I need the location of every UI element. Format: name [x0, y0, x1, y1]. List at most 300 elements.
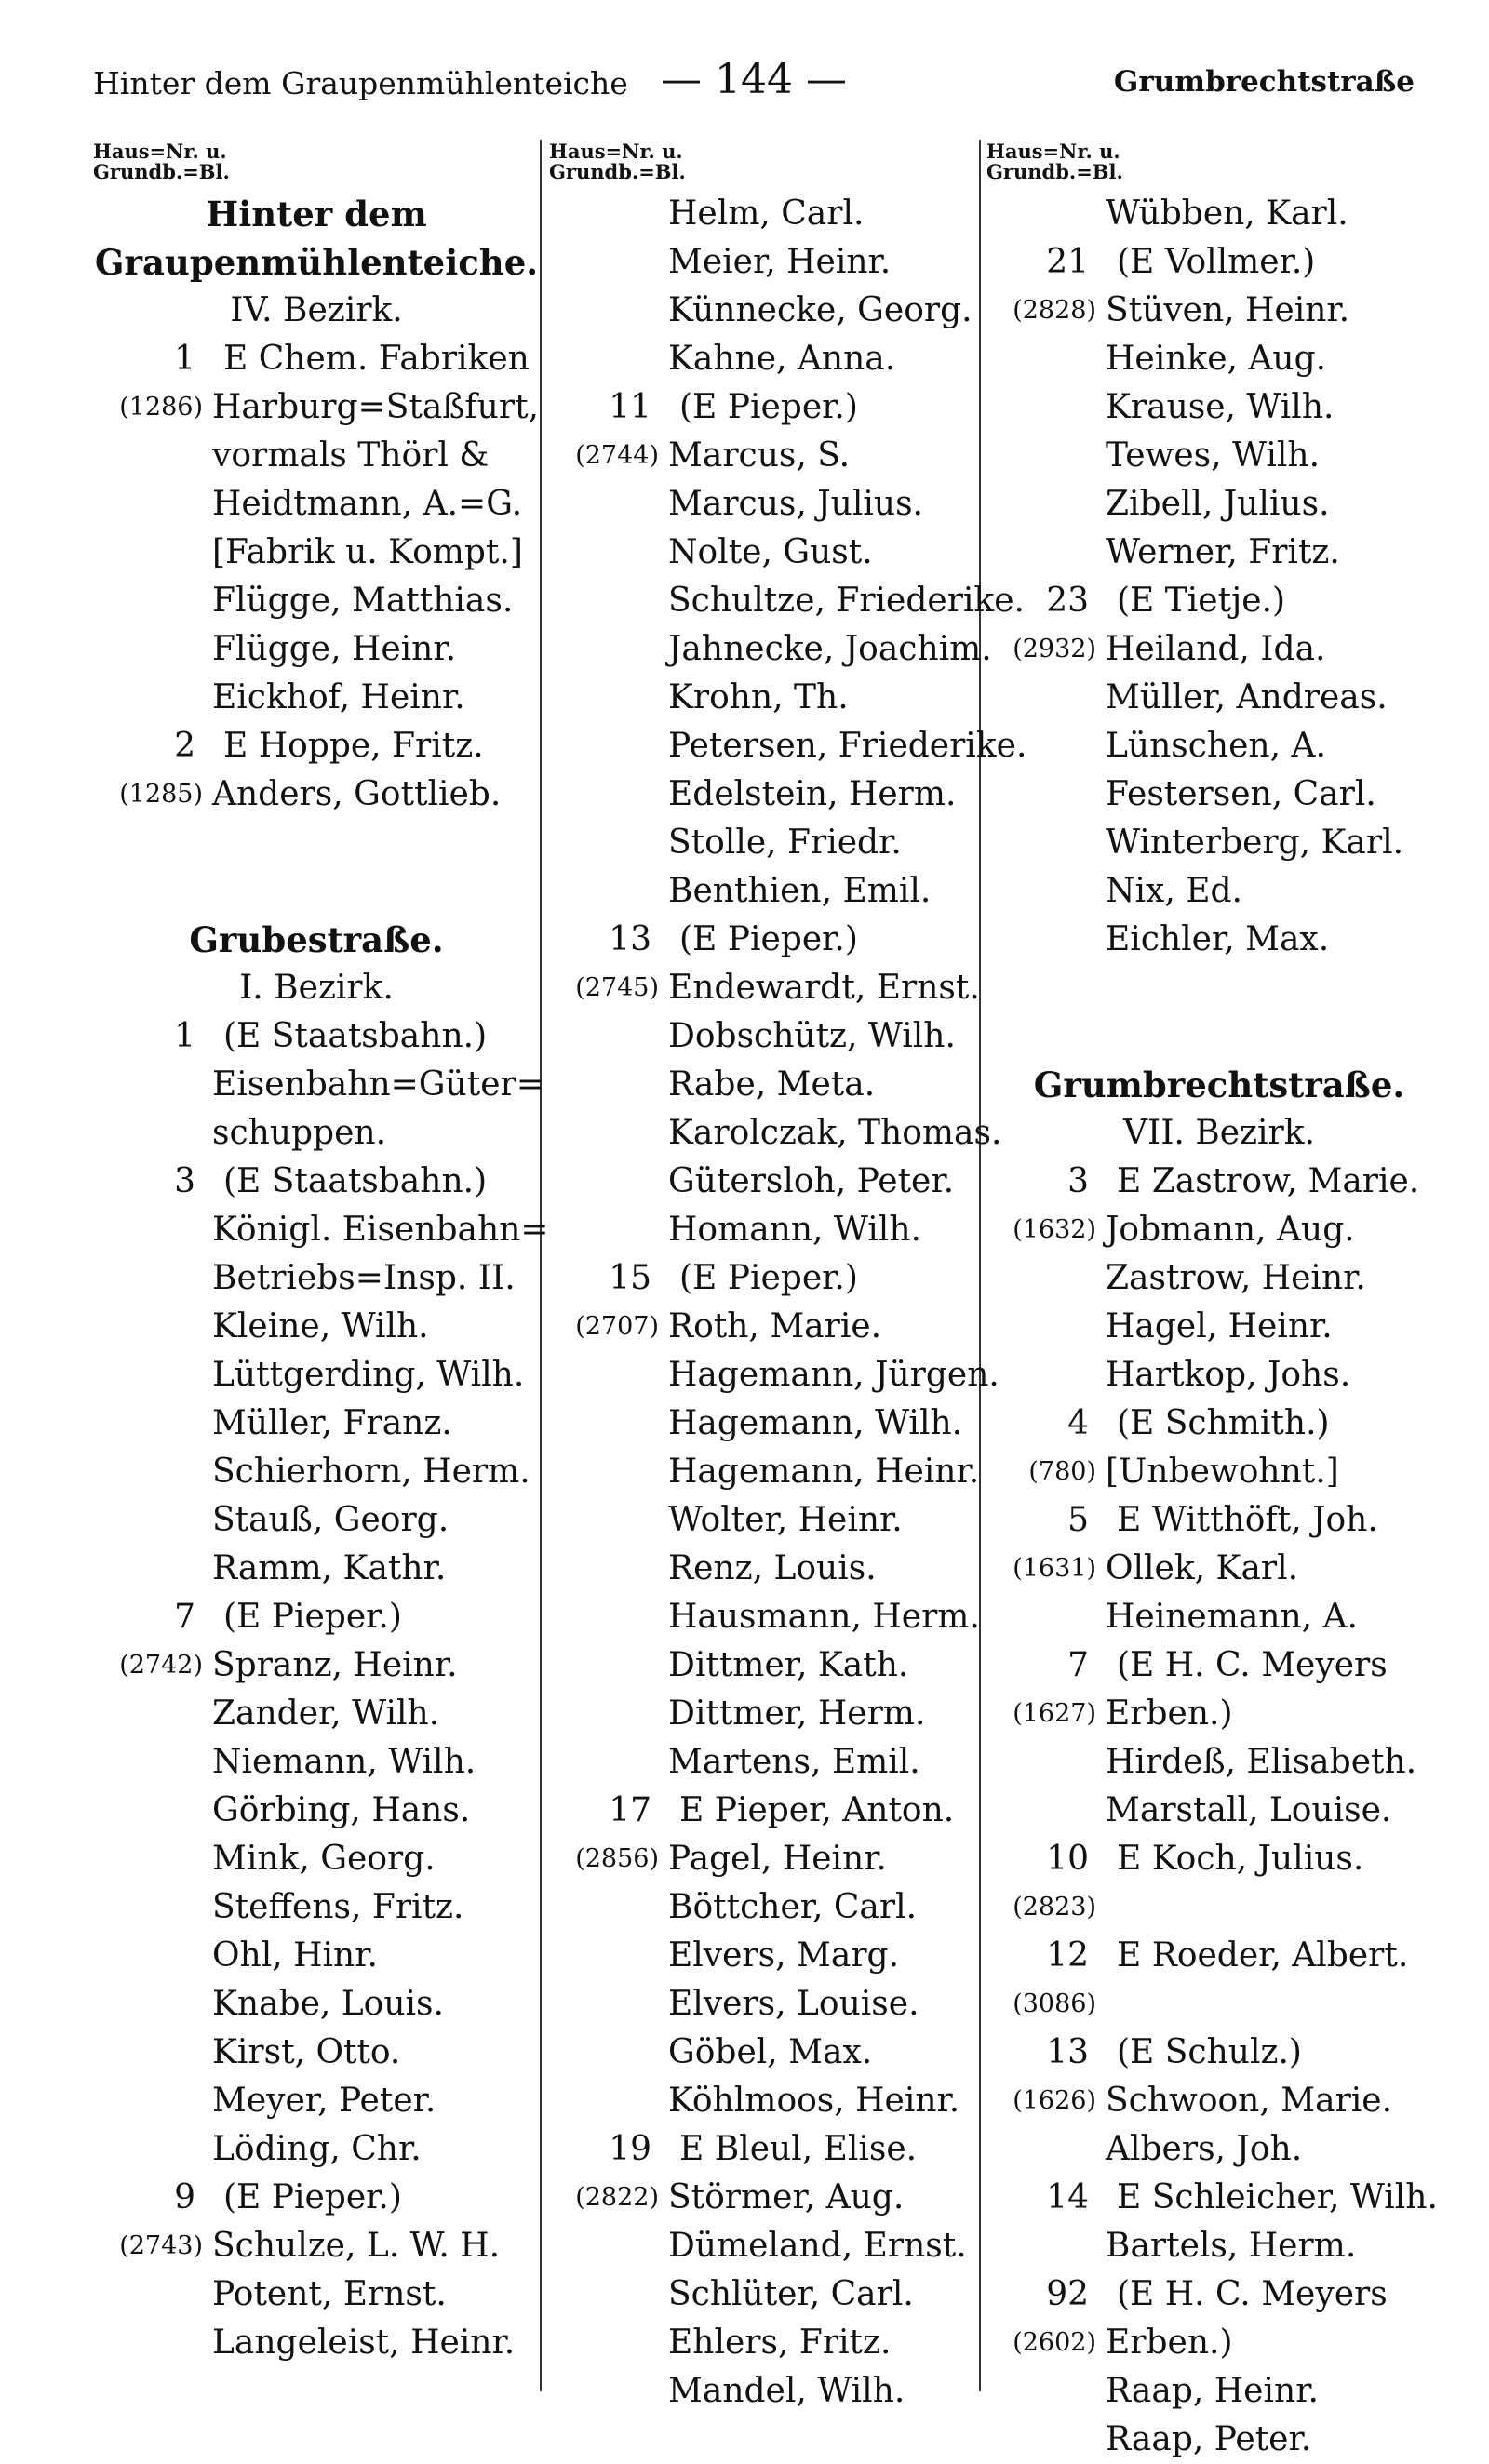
directory-entry	[93, 2270, 540, 2319]
directory-entry	[93, 1932, 540, 1980]
entry-text: Dittmer, Kath.	[668, 1646, 909, 1684]
house-number: 17	[609, 1791, 651, 1829]
directory-entry	[986, 1158, 1452, 1206]
directory-entry	[549, 480, 1014, 529]
directory-entry	[986, 2174, 1452, 2222]
entry-text: Künnecke, Georg.	[668, 291, 973, 329]
district-heading: IV. Bezirk.	[230, 291, 403, 329]
entry-text: E Zastrow, Marie.	[1117, 1162, 1420, 1200]
entry-text: Krause, Wilh.	[1106, 388, 1335, 426]
directory-entry	[986, 1641, 1452, 1690]
directory-entry	[986, 1206, 1452, 1254]
land-register-number: (2707)	[575, 1312, 659, 1341]
entry-text: (E Pieper.)	[223, 1598, 402, 1636]
directory-entry	[986, 190, 1452, 238]
directory-entry	[93, 1061, 544, 1109]
directory-entry	[549, 1738, 1014, 1787]
directory-entry	[549, 916, 1014, 964]
directory-entry	[549, 819, 1014, 867]
entry-text: Löding, Chr.	[212, 2130, 422, 2168]
house-number: 92	[1046, 2275, 1089, 2313]
column-heading-line: Haus=Nr. u.	[986, 140, 1120, 163]
entry-text: vormals Thörl &	[212, 436, 490, 475]
entry-text: Knabe, Louis.	[212, 1985, 444, 2023]
directory-entry	[549, 1061, 1014, 1109]
page-header	[93, 56, 1415, 121]
entry-text: E Roeder, Albert.	[1117, 1936, 1409, 1975]
directory-entry	[549, 335, 1014, 383]
entry-text: Ehlers, Fritz.	[668, 2323, 892, 2362]
directory-entry	[986, 383, 1452, 432]
directory-entry	[549, 2367, 1014, 2416]
directory-entry	[986, 432, 1452, 480]
directory-entry	[93, 383, 540, 432]
entry-text: Schulze, L. W. H.	[212, 2227, 501, 2265]
directory-entry	[549, 1012, 1014, 1061]
directory-entry	[93, 1012, 540, 1061]
land-register-number: (2745)	[575, 973, 659, 1002]
directory-entry	[549, 432, 1014, 480]
land-register-number: (3086)	[1013, 1989, 1096, 2018]
entry-text: Gütersloh, Peter.	[668, 1162, 955, 1200]
directory-entry	[93, 2125, 540, 2174]
directory-entry	[549, 1303, 1014, 1351]
column-heading	[549, 141, 1014, 182]
entry-text: (E Pieper.)	[679, 388, 858, 426]
directory-entry	[549, 1206, 1014, 1254]
land-register-number: (2742)	[119, 1651, 203, 1680]
entry-text: Meier, Heinr.	[668, 243, 892, 281]
directory-entry	[549, 1545, 1014, 1593]
directory-entry	[93, 2222, 540, 2270]
entry-text: Bartels, Herm.	[1106, 2227, 1357, 2265]
directory-entry	[986, 819, 1452, 867]
entry-text: (E Tietje.)	[1117, 582, 1286, 620]
entry-text: Winterberg, Karl.	[1106, 824, 1404, 862]
directory-entry	[549, 1932, 1014, 1980]
directory-entry	[93, 770, 540, 819]
directory-entry	[93, 1545, 540, 1593]
directory-entry	[549, 1254, 1014, 1303]
entry-text: Karolczak, Thomas.	[668, 1114, 1002, 1152]
directory-entry	[93, 1448, 540, 1496]
directory-entry	[549, 674, 1014, 722]
directory-entry	[549, 867, 1014, 916]
directory-entry	[93, 2319, 540, 2367]
directory-entry	[93, 1496, 540, 1545]
directory-entry	[549, 2174, 1014, 2222]
house-number: 4	[1067, 1404, 1089, 1442]
entry-text: Heidtmann, A.=G.	[212, 485, 523, 523]
directory-entry	[549, 1641, 1014, 1690]
entry-text: (E Schulz.)	[1117, 2033, 1302, 2071]
directory-entry	[986, 1399, 1452, 1448]
directory-entry	[549, 1883, 1014, 1932]
directory-entry	[549, 2222, 1014, 2270]
directory-entry	[986, 1883, 1452, 1932]
entry-text: Krohn, Th.	[668, 678, 849, 716]
directory-entry	[549, 190, 1014, 238]
entry-text: Mandel, Wilh.	[668, 2372, 905, 2410]
section-gap	[93, 819, 540, 916]
entry-text: Königl. Eisenbahn=	[212, 1211, 549, 1249]
directory-entry	[986, 1545, 1452, 1593]
entry-text: Elvers, Marg.	[668, 1936, 900, 1975]
entry-text: Schierhorn, Herm.	[212, 1453, 530, 1491]
entry-text: (E Pieper.)	[679, 920, 858, 958]
entry-text: (E H. C. Meyers	[1117, 2275, 1388, 2313]
street-heading: Grubestraße.	[189, 919, 444, 960]
entry-text: Potent, Ernst.	[212, 2275, 447, 2313]
entry-text: Hagemann, Jürgen.	[668, 1356, 999, 1394]
entry-text: Kahne, Anna.	[668, 340, 896, 378]
directory-entry	[986, 2029, 1452, 2077]
house-number: 11	[609, 388, 651, 426]
house-number: 1	[174, 1017, 195, 1055]
house-number: 7	[1067, 1646, 1089, 1684]
directory-entry	[549, 238, 1014, 287]
entry-text: Heinke, Aug.	[1106, 340, 1327, 378]
directory-entry	[93, 1206, 549, 1254]
directory-entry	[549, 1690, 1014, 1738]
house-number: 10	[1046, 1840, 1089, 1878]
house-number: 1	[174, 340, 195, 378]
column-heading-line: Grundb.=Bl.	[549, 160, 686, 183]
entry-text: (E Staatsbahn.)	[223, 1162, 488, 1200]
entry-text: Kleine, Wilh.	[212, 1307, 429, 1346]
house-number: 15	[609, 1259, 651, 1297]
entry-text: Görbing, Hans.	[212, 1791, 471, 1829]
directory-entry	[93, 577, 540, 625]
entry-text: Rabe, Meta.	[668, 1065, 876, 1104]
directory-entry	[549, 287, 1014, 335]
directory-entry	[549, 1787, 1014, 1835]
directory-entry	[93, 674, 540, 722]
house-number: 21	[1046, 243, 1089, 281]
entry-text: Marstall, Louise.	[1106, 1791, 1392, 1829]
entry-text: Wübben, Karl.	[1106, 194, 1348, 233]
directory-entry	[986, 480, 1452, 529]
directory-entry	[93, 432, 540, 480]
entry-text: Hausmann, Herm.	[668, 1598, 980, 1636]
directory-entry	[93, 722, 540, 770]
entry-text: Pagel, Heinr.	[668, 1840, 887, 1878]
column-1	[93, 140, 549, 2367]
entry-text: Festersen, Carl.	[1106, 775, 1376, 813]
entry-text: Lünschen, A.	[1106, 727, 1326, 765]
entry-text: E Witthöft, Joh.	[1117, 1501, 1378, 1539]
entry-text: Köhlmoos, Heinr.	[668, 2082, 960, 2120]
house-number: 13	[1046, 2033, 1089, 2071]
land-register-number: (780)	[1028, 1457, 1096, 1486]
land-register-number: (1626)	[1013, 2086, 1096, 2115]
entry-text: Jobmann, Aug.	[1106, 1211, 1355, 1249]
entry-text: Raap, Peter.	[1106, 2420, 1312, 2458]
house-number: 2	[174, 727, 195, 765]
entry-text: Wolter, Heinr.	[668, 1501, 903, 1539]
directory-entry	[549, 1593, 1014, 1641]
entry-text: schuppen.	[212, 1114, 387, 1152]
column-3	[986, 141, 1452, 2464]
directory-entry	[986, 1254, 1452, 1303]
directory-entry	[549, 2270, 1014, 2319]
entry-text: Marcus, S.	[668, 436, 851, 475]
entry-text: Renz, Louis.	[668, 1549, 877, 1587]
directory-entry	[986, 770, 1452, 819]
entry-text: Werner, Fritz.	[1106, 533, 1340, 571]
directory-entry	[986, 2367, 1452, 2416]
house-number: 3	[1067, 1162, 1089, 1200]
directory-entry	[986, 1351, 1452, 1399]
directory-entry	[549, 383, 1014, 432]
entry-text: Heinemann, A.	[1106, 1598, 1359, 1636]
directory-entry	[986, 529, 1452, 577]
entry-text: Hagel, Heinr.	[1106, 1307, 1333, 1346]
directory-entry	[549, 770, 1014, 819]
directory-entry	[986, 577, 1452, 625]
entry-text: Langeleist, Heinr.	[212, 2323, 516, 2362]
land-register-number: (1631)	[1013, 1554, 1096, 1583]
entry-text: Harburg=Staßfurt,	[212, 388, 539, 426]
directory-entry	[986, 238, 1452, 287]
entry-text: Mink, Georg.	[212, 1840, 436, 1878]
entry-text: Zastrow, Heinr.	[1106, 1259, 1366, 1297]
street-heading: Hinter dem	[206, 194, 427, 234]
entry-text: Martens, Emil.	[668, 1743, 920, 1781]
directory-entry	[549, 2029, 1014, 2077]
house-number: 19	[609, 2130, 651, 2168]
house-number: 13	[609, 920, 651, 958]
entry-text: Ollek, Karl.	[1106, 1549, 1299, 1587]
entry-text: Dittmer, Herm.	[668, 1694, 926, 1733]
entry-text: Eisenbahn=Güter=	[212, 1065, 544, 1104]
house-number: 23	[1046, 582, 1089, 620]
entry-text: E Schleicher, Wilh.	[1117, 2178, 1438, 2216]
directory-entry	[986, 2222, 1452, 2270]
entry-text: Anders, Gottlieb.	[212, 775, 502, 813]
column-heading	[986, 141, 1452, 182]
entry-text: Betriebs=Insp. II.	[212, 1259, 516, 1297]
street-heading: Graupenmühlenteiche.	[94, 242, 539, 283]
directory-entry	[93, 1835, 540, 1883]
entry-text: Schwoon, Marie.	[1106, 2082, 1393, 2120]
entry-text: E Chem. Fabriken	[223, 340, 530, 378]
entry-text: Spranz, Heinr.	[212, 1646, 458, 1684]
entry-text: Marcus, Julius.	[668, 485, 923, 523]
directory-entry	[549, 2077, 1014, 2125]
directory-entry	[549, 529, 1014, 577]
house-number: 14	[1046, 2178, 1089, 2216]
entry-text: Endewardt, Ernst.	[668, 969, 980, 1007]
entry-text: Hagemann, Wilh.	[668, 1404, 963, 1442]
directory-entry	[93, 2077, 540, 2125]
directory-entry	[93, 1883, 540, 1932]
land-register-number: (2828)	[1013, 296, 1096, 325]
directory-entry	[986, 287, 1452, 335]
entry-text: Flügge, Matthias.	[212, 582, 514, 620]
directory-entry	[986, 722, 1452, 770]
entry-text: Petersen, Friederike.	[668, 727, 1027, 765]
directory-entry	[986, 2125, 1452, 2174]
entry-text: Dümeland, Ernst.	[668, 2227, 967, 2265]
entry-text: (E Staatsbahn.)	[223, 1017, 488, 1055]
directory-entry	[93, 1787, 540, 1835]
entry-text: E Hoppe, Fritz.	[223, 727, 484, 765]
running-head-left: Hinter dem Graupenmühlenteiche	[93, 65, 628, 101]
entry-text: Müller, Andreas.	[1106, 678, 1388, 716]
entry-text: Meyer, Peter.	[212, 2082, 436, 2120]
column-heading-line: Haus=Nr. u.	[549, 140, 683, 163]
entry-text: Störmer, Aug.	[668, 2178, 905, 2216]
directory-entry	[986, 1787, 1452, 1835]
directory-entry	[986, 1980, 1452, 2029]
house-number: 7	[174, 1598, 195, 1636]
column-heading-line: Grundb.=Bl.	[986, 160, 1123, 183]
directory-entry	[986, 2416, 1452, 2464]
directory-entry	[93, 480, 540, 529]
land-register-number: (1285)	[119, 780, 203, 809]
directory-entry	[986, 2077, 1452, 2125]
running-head-right: Grumbrechtstraße	[1113, 65, 1415, 99]
directory-entry	[93, 1109, 540, 1158]
directory-entry	[549, 1351, 1014, 1399]
directory-entry	[549, 2319, 1014, 2367]
directory-entry	[986, 2270, 1452, 2319]
directory-entry	[93, 1158, 540, 1206]
directory-entry	[986, 867, 1452, 916]
entry-text: Homann, Wilh.	[668, 1211, 921, 1249]
entry-text: Nix, Ed.	[1106, 872, 1242, 910]
directory-entry	[93, 1641, 540, 1690]
directory-entry	[549, 625, 1014, 674]
directory-entry	[986, 1932, 1452, 1980]
directory-entry	[93, 1593, 540, 1641]
entry-text: Schultze, Friederike.	[668, 582, 1025, 620]
entry-text: Eickhof, Heinr.	[212, 678, 465, 716]
district-heading: VII. Bezirk.	[1122, 1114, 1316, 1152]
directory-entry	[986, 1303, 1452, 1351]
entry-text: E Pieper, Anton.	[679, 1791, 955, 1829]
entry-text: (E Schmith.)	[1117, 1404, 1330, 1442]
entry-text: Roth, Marie.	[668, 1307, 882, 1346]
directory-entry	[93, 529, 540, 577]
entry-text: Göbel, Max.	[668, 2033, 873, 2071]
entry-text: Stüven, Heinr.	[1106, 291, 1350, 329]
land-register-number: (2932)	[1013, 635, 1096, 663]
entry-text: Ramm, Kathr.	[212, 1549, 447, 1587]
directory-entry	[549, 1109, 1014, 1158]
entry-text: Müller, Franz.	[212, 1404, 452, 1442]
column-heading	[93, 141, 540, 182]
entry-text: Stauß, Georg.	[212, 1501, 449, 1539]
land-register-number: (1632)	[1013, 1215, 1096, 1244]
directory-entry	[93, 625, 540, 674]
directory-entry	[986, 335, 1452, 383]
entry-text: Ohl, Hinr.	[212, 1936, 378, 1975]
directory-entry	[986, 674, 1452, 722]
entry-text: Zander, Wilh.	[212, 1694, 440, 1733]
directory-entry	[93, 1738, 540, 1787]
entry-text: Kirst, Otto.	[212, 2033, 401, 2071]
entry-text: Niemann, Wilh.	[212, 1743, 476, 1781]
directory-entry	[986, 916, 1452, 964]
entry-text: Albers, Joh.	[1106, 2130, 1303, 2168]
entry-text: Zibell, Julius.	[1106, 485, 1330, 523]
entry-text: (E H. C. Meyers	[1117, 1646, 1388, 1684]
house-number: 3	[174, 1162, 195, 1200]
directory-entry	[93, 1254, 540, 1303]
entry-text: Tewes, Wilh.	[1106, 436, 1321, 475]
page-number: — 144 —	[661, 56, 847, 103]
entry-text: Hartkop, Johs.	[1106, 1356, 1351, 1394]
land-register-number: (1627)	[1013, 1699, 1096, 1728]
directory-entry	[549, 1399, 1014, 1448]
directory-entry	[93, 1399, 540, 1448]
entry-text: Erben.)	[1106, 1694, 1233, 1733]
house-number: 9	[174, 2178, 195, 2216]
entry-text: Hagemann, Heinr.	[668, 1453, 980, 1491]
entry-text: Stolle, Friedr.	[668, 824, 902, 862]
directory-entry	[93, 2029, 540, 2077]
column-divider	[540, 140, 542, 2391]
column-heading-line: Haus=Nr. u.	[93, 140, 227, 163]
entry-text: Elvers, Louise.	[668, 1985, 919, 2023]
district-heading: I. Bezirk.	[239, 969, 394, 1007]
directory-entry	[549, 722, 1027, 770]
directory-entry	[986, 1690, 1452, 1738]
entry-text: [Fabrik u. Kompt.]	[212, 533, 523, 571]
directory-entry	[549, 1448, 1014, 1496]
house-number: 12	[1046, 1936, 1089, 1975]
entry-text: E Koch, Julius.	[1117, 1840, 1364, 1878]
entry-text: Eichler, Max.	[1106, 920, 1330, 958]
directory-entry	[549, 1158, 1014, 1206]
land-register-number: (2823)	[1013, 1893, 1096, 1922]
entry-text: Raap, Heinr.	[1106, 2372, 1319, 2410]
land-register-number: (1286)	[119, 393, 203, 422]
directory-entry	[93, 2174, 540, 2222]
land-register-number: (2856)	[575, 1844, 659, 1873]
directory-entry	[93, 1303, 540, 1351]
entry-text: Nolte, Gust.	[668, 533, 873, 571]
directory-entry	[93, 335, 540, 383]
entry-text: Dobschütz, Wilh.	[668, 1017, 956, 1055]
house-number: 5	[1067, 1501, 1089, 1539]
land-register-number: (2602)	[1013, 2328, 1096, 2357]
directory-entry	[549, 2125, 1014, 2174]
directory-entry	[93, 1351, 540, 1399]
directory-entry	[549, 964, 1014, 1012]
directory-entry	[986, 1448, 1452, 1496]
entry-text: Edelstein, Herm.	[668, 775, 957, 813]
directory-entry	[93, 1690, 540, 1738]
land-register-number: (2744)	[575, 441, 659, 470]
entry-text: Böttcher, Carl.	[668, 1888, 918, 1926]
land-register-number: (2743)	[119, 2231, 203, 2260]
entry-text: Hirdeß, Elisabeth.	[1106, 1743, 1417, 1781]
entry-text: Helm, Carl.	[668, 194, 865, 233]
directory-entry	[549, 577, 1025, 625]
directory-entry	[549, 1980, 1014, 2029]
entry-text: Lüttgerding, Wilh.	[212, 1356, 525, 1394]
entry-text: (E Pieper.)	[223, 2178, 402, 2216]
street-heading: Grumbrechtstraße.	[1033, 1065, 1405, 1105]
entry-text: Benthien, Emil.	[668, 872, 932, 910]
directory-entry	[986, 1835, 1452, 1883]
entry-text: E Bleul, Elise.	[679, 2130, 918, 2168]
directory-entry	[986, 1593, 1452, 1641]
column-2	[549, 140, 1027, 2416]
